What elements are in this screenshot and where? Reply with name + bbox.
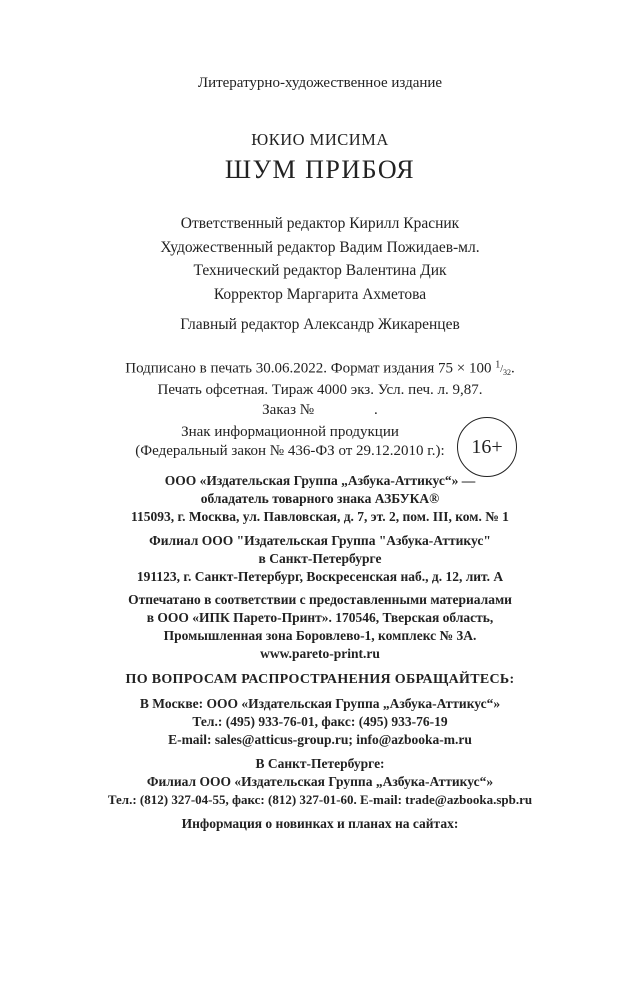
- format-denominator: 32: [502, 368, 511, 378]
- spb-line: В Санкт-Петербурге:: [255, 756, 385, 771]
- spb-line: Филиал ООО «Издательская Группа „Азбука-Аттикус“»: [146, 774, 494, 789]
- staff-line: Корректор Маргарита Ахметова: [213, 286, 427, 303]
- signed-text: Подписано в печать 30.06.2022. Формат издания 75 × 100: [125, 360, 496, 377]
- distribution-heading: ПО ВОПРОСАМ РАСПРОСТРАНЕНИЯ ОБРАЩАЙТЕСЬ:: [125, 672, 515, 687]
- moscow-line: В Москве: ООО «Издательская Группа „Азбука-Аттикус“»: [139, 696, 501, 711]
- printer-line: Промышленная зона Боровлево-1, комплекс № 3А.: [163, 628, 477, 643]
- order-line: Заказ № .: [262, 402, 378, 418]
- publisher-line: 115093, г. Москва, ул. Павловская, д. 7, эт. 2, пом. III, ком. № 1: [131, 509, 509, 524]
- format-numerator: 1: [495, 360, 501, 371]
- age-rating-badge: 16+: [457, 417, 517, 477]
- age-sign-law: (Федеральный закон № 436-ФЗ от 29.12.2010 г.):: [135, 443, 445, 459]
- staff-line: Художественный редактор Вадим Пожидаев-мл.: [160, 239, 480, 256]
- format-fraction: $^1/_{32}$: [495, 360, 511, 378]
- branch-line: Филиал ООО "Издательская Группа "Азбука-Аттикус": [149, 533, 491, 548]
- genre-label: Литературно-художественное издание: [197, 75, 443, 91]
- branch-line: в Санкт-Петербурге: [258, 551, 382, 566]
- book-title: ШУМ ПРИБОЯ: [224, 155, 416, 184]
- chief-editor: Главный редактор Александр Жикаренцев: [180, 316, 460, 333]
- branch-line: 191123, г. Санкт-Петербург, Воскресенская наб., д. 12, лит. А: [136, 569, 504, 584]
- printer-line: в ООО «ИПК Парето-Принт». 170546, Тверская область,: [146, 610, 494, 625]
- printer-line: Отпечатано в соответствии с предоставленными материалами: [128, 592, 512, 607]
- printer-website: www.pareto-print.ru: [260, 646, 380, 661]
- staff-line: Технический редактор Валентина Дик: [193, 262, 447, 279]
- format-tail: .: [510, 360, 515, 377]
- spb-line: Тел.: (812) 327-04-55, факс: (812) 327-01-60. E-mail: trade@azbooka.spb.ru: [107, 792, 533, 807]
- age-sign-label: Знак информационной продукции: [181, 424, 399, 440]
- moscow-line: E-mail: sales@atticus-group.ru; info@azbooka-m.ru: [168, 732, 472, 747]
- news-line: Информация о новинках и планах на сайтах:: [181, 816, 459, 831]
- publisher-line: ООО «Издательская Группа „Азбука-Аттикус“» —: [164, 473, 476, 488]
- publisher-line: обладатель товарного знака АЗБУКА®: [200, 491, 440, 506]
- staff-line: Ответственный редактор Кирилл Красник: [180, 215, 460, 232]
- author-name: ЮКИО МИСИМА: [251, 130, 389, 149]
- moscow-line: Тел.: (495) 933-76-01, факс: (495) 933-76-19: [192, 714, 448, 729]
- signed-line: [0, 360, 640, 377]
- print-line: Печать офсетная. Тираж 4000 экз. Усл. печ. л. 9,87.: [157, 382, 483, 398]
